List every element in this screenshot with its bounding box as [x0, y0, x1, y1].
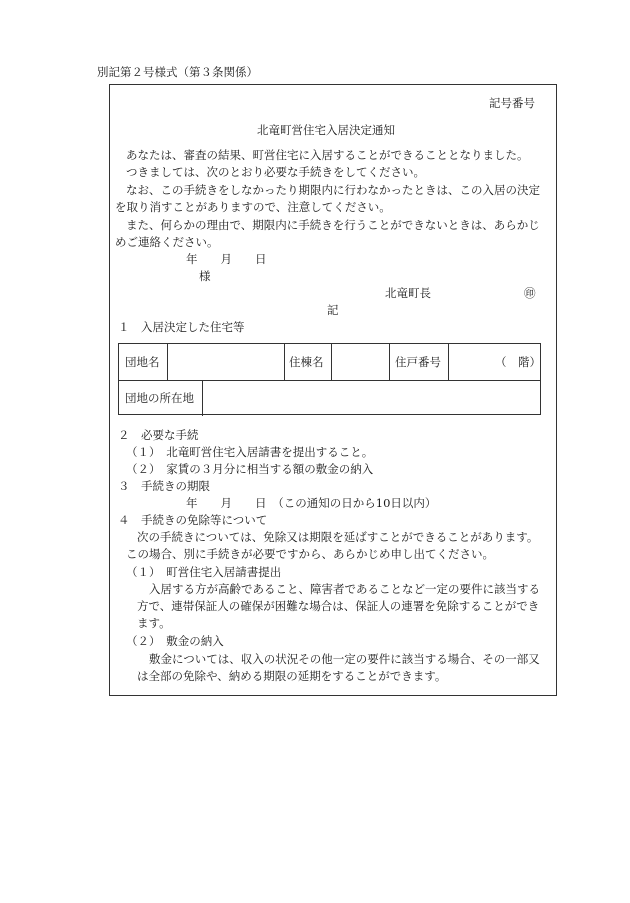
table-divider — [389, 344, 390, 380]
deadline-line: 年 月 日 （この通知の日から10日以内） — [186, 496, 437, 510]
document-number-label: 記号番号 — [489, 96, 535, 110]
body-line-2: つきましては、次のとおり必要な手続きをしてください。 — [126, 165, 425, 179]
seal-mark: ㊞ — [524, 286, 536, 300]
jutou-label: 住棟名 — [289, 355, 324, 369]
document-title: 北竜町営住宅入居決定通知 — [257, 123, 395, 137]
section-2-item-1: （１） 北竜町営住宅入居請書を提出すること。 — [126, 445, 374, 459]
ki-mark: 記 — [327, 303, 339, 317]
floor-label: （ 階） — [495, 355, 541, 369]
table-row-divider — [119, 380, 540, 381]
table-divider — [284, 344, 285, 380]
table-divider — [331, 344, 332, 380]
section-4-sub-1-heading: （１） 町営住宅入居請書提出 — [126, 565, 282, 579]
section-2-heading: ２ 必要な手続 — [118, 428, 199, 442]
section-4-sub-1-line-3: ます。 — [137, 616, 171, 630]
section-4-heading: ４ 手続きの免除等について — [118, 513, 268, 527]
section-4-sub-2-line-2: は全部の免除や、納める期限の延期をすることができます。 — [137, 669, 447, 683]
section-1-heading: １ 入居決定した住宅等 — [118, 320, 245, 334]
body-line-3: なお、この手続きをしなかったり期限内に行わなかったときは、この入居の決定 — [126, 183, 540, 197]
addressee-sama: 様 — [199, 269, 211, 283]
body-line-6: めご連絡ください。 — [115, 235, 219, 249]
section-4-sub-2-line-1: 敷金については、収入の状況その他一定の要件に該当する場合、その一部又 — [149, 652, 540, 666]
table-divider — [202, 380, 203, 416]
date-line: 年 月 日 — [186, 252, 267, 266]
section-2-item-2: （２） 家賃の３月分に相当する額の敷金の納入 — [126, 462, 374, 476]
section-3-heading: ３ 手続きの期限 — [118, 479, 210, 493]
section-4-sub-1-line-1: 入居する方が高齢であること、障害者であることなど一定の要件に該当する — [149, 582, 540, 596]
body-line-1: あなたは、審査の結果、町営住宅に入居することができることとなりました。 — [126, 148, 529, 162]
section-4-sub-1-line-2: 方で、連帯保証人の確保が困難な場合は、保証人の連署を免除することができ — [137, 599, 540, 613]
sender-name: 北竜町長 — [385, 286, 431, 300]
form-label: 別記第２号様式（第３条関係） — [97, 65, 258, 79]
jukobango-label: 住戸番号 — [395, 355, 441, 369]
housing-table — [118, 343, 541, 415]
section-4-paragraph-line-1: 次の手続きについては、免除又は期限を延ばすことができることがあります。 — [137, 530, 539, 544]
location-label: 団地の所在地 — [125, 391, 194, 405]
body-line-4: を取り消すことがありますので、注意してください。 — [115, 200, 391, 214]
section-4-sub-2-heading: （２） 敷金の納入 — [126, 634, 224, 648]
section-4-paragraph-line-2: この場合、別に手続きが必要ですから、あらかじめ申し出てください。 — [126, 547, 494, 561]
table-divider — [448, 344, 449, 380]
body-line-5: また、何らかの理由で、期限内に手続きを行うことができないときは、あらかじ — [126, 218, 540, 232]
table-divider — [167, 344, 168, 380]
danchi-label: 団地名 — [125, 355, 160, 369]
